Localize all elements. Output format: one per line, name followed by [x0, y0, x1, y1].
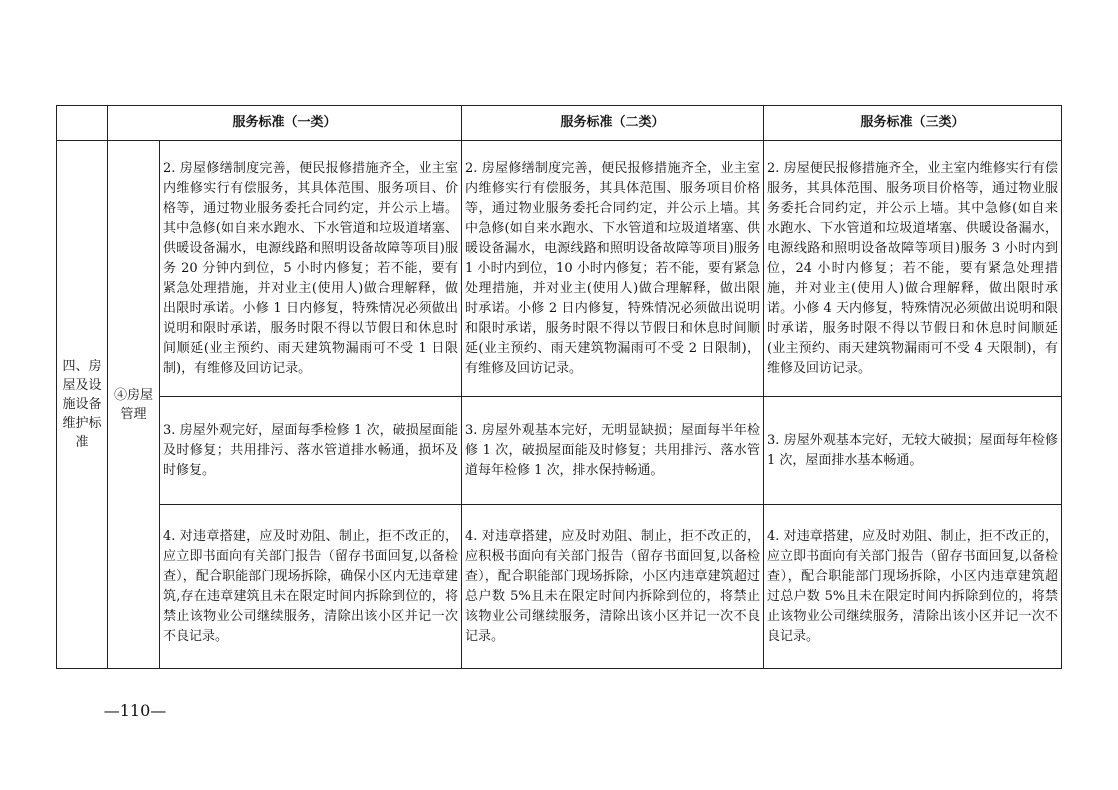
table-row	[57, 505, 1062, 669]
table-row	[57, 141, 1062, 397]
row1-class1-cell: 2. 房屋修缮制度完善，便民报修措施齐全，业主室内维修实行有偿服务，其具体范围、服务项目、价格等，通过物业服务委托合同约定，并公示上墙。其中急修(如自来水跑水、下水管道和垃圾道堵塞、供暖设备漏水，电源线路和照明设备故障等项目)服务 20 分钟内到位，5 小时内修复；若不能，要有紧急处理措施，并对业主(使用人)做合理解释，做出限时承诺。小修 1 日内修复，特殊情况必须做出说明和限时承诺，服务时限不得以节假日和休息时间顺延(业主预约、雨天建筑物漏雨可不受 1 日限制)，有维修及回访记录。	[160, 141, 462, 397]
row2-class2-cell: 3. 房屋外观基本完好，无明显缺损；屋面每半年检修 1 次，破损屋面能及时修复；共用排污、落水管道每年检修 1 次，排水保持畅通。	[462, 397, 764, 505]
row2-class1-cell: 3. 房屋外观完好，屋面每季检修 1 次，破损屋面能及时修复；共用排污、落水管道排水畅通，损坏及时修复。	[160, 397, 462, 505]
header-blank-cell	[57, 106, 108, 141]
row1-class2-cell: 2. 房屋修缮制度完善，便民报修措施齐全，业主室内维修实行有偿服务，其具体范围、服务项目价格等，通过物业服务委托合同约定，并公示上墙。其中急修(如自来水跑水、下水管道和垃圾道堵塞、供暖设备漏水，电源线路和照明设备故障等项目)服务 1 小时内到位，10 小时内修复；若不能，要有紧急处理措施，并对业主(使用人)做合理解释，做出限时承诺。小修 2 日内修复，特殊情况必须做出说明和限时承诺，服务时限不得以节假日和休息时间顺延(业主预约、雨天建筑物漏雨可不受 2 日限制)，有维修及回访记录。	[462, 141, 764, 397]
row2-class3-cell: 3. 房屋外观基本完好，无较大破损；屋面每年检修 1 次，屋面排水基本畅通。	[764, 397, 1062, 505]
subcategory-cell: ④房屋管理	[108, 141, 160, 669]
category-cell: 四、房屋及设施设备维护标准	[57, 141, 108, 669]
row3-class3-cell: 4. 对违章搭建，应及时劝阻、制止，拒不改正的，应立即书面向有关部门报告（留存书面回复,以备检查），配合职能部门现场拆除，小区内违章建筑超过总户数 5%且未在限定时间内拆除到位的，将禁止该物业公司继续服务，清除出该小区并记一次不良记录。	[764, 505, 1062, 669]
header-class1: 服务标准（一类）	[108, 106, 462, 141]
page-number: —110—	[103, 701, 167, 720]
row3-class1-cell: 4. 对违章搭建，应及时劝阻、制止，拒不改正的，应立即书面向有关部门报告（留存书面回复,以备检查），配合职能部门现场拆除，确保小区内无违章建筑,存在违章建筑且未在限定时间内拆除到位的，将禁止该物业公司继续服务，清除出该小区并记一次不良记录。	[160, 505, 462, 669]
header-class3: 服务标准（三类）	[764, 106, 1062, 141]
row1-class3-cell: 2. 房屋便民报修措施齐全，业主室内维修实行有偿服务，其具体范围、服务项目价格等，通过物业服务委托合同约定，并公示上墙。其中急修(如自来水跑水、下水管道和垃圾道堵塞、供暖设备漏水，电源线路和照明设备故障等项目)服务 3 小时内到位，24 小时内修复；若不能，要有紧急处理措施，并对业主(使用人)做合理解释，做出限时承诺。小修 4 天内修复，特殊情况必须做出说明和限时承诺，服务时限不得以节假日和休息时间顺延(业主预约、雨天建筑物漏雨可不受 4 天限制)，有维修及回访记录。	[764, 141, 1062, 397]
row3-class2-cell: 4. 对违章搭建，应及时劝阻、制止，拒不改正的，应积极书面向有关部门报告（留存书面回复,以备检查），配合职能部门现场拆除，小区内违章建筑超过总户数 5%且未在限定时间内拆除到位的，将禁止该物业公司继续服务，清除出该小区并记一次不良记录。	[462, 505, 764, 669]
header-row	[57, 106, 1062, 141]
header-class2: 服务标准（二类）	[462, 106, 764, 141]
standards-table	[56, 105, 1062, 669]
table-row	[57, 397, 1062, 505]
